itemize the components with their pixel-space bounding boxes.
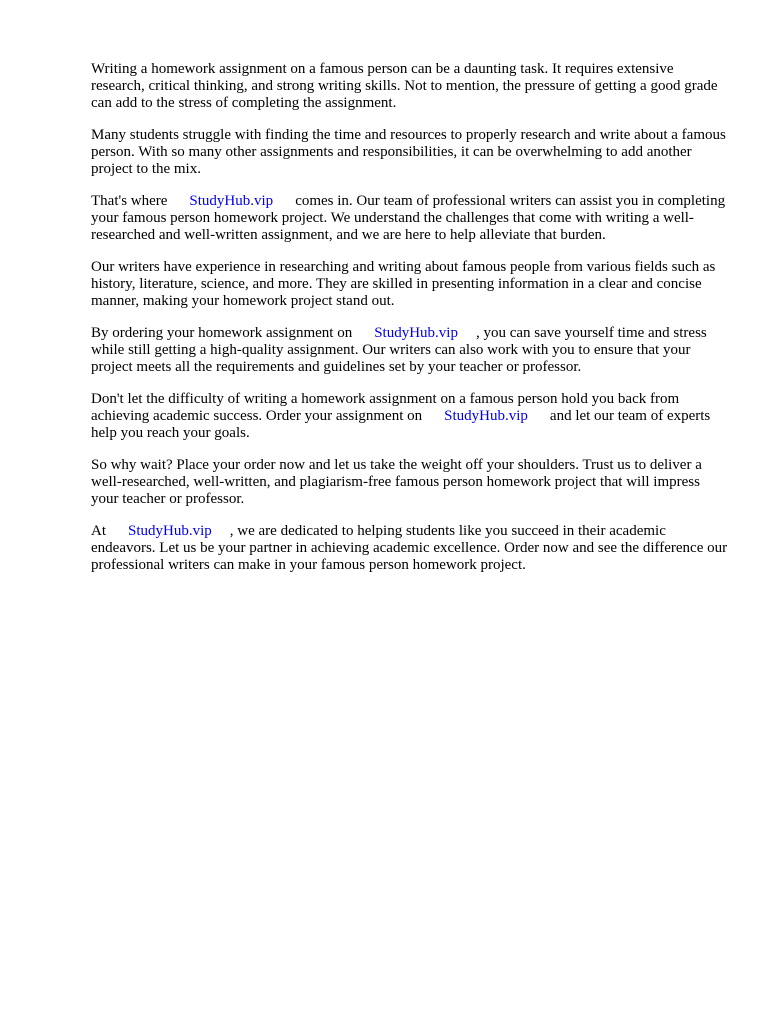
paragraph-difficulty xyxy=(91,391,731,442)
paragraph-text: By ordering your homework assignment on xyxy=(91,325,353,341)
paragraph-writers-experience: Our writers have experience in researching and writing about famous people from various fields such as history, literature, science, and more. They are skilled in presenting information in a clear and concise manner, making your homework project stand out. xyxy=(91,259,716,309)
paragraph-text: and let our team of experts help you reach your goals. xyxy=(91,408,711,441)
studyhub-link[interactable]: StudyHub.vip xyxy=(128,523,212,539)
paragraph-text: , you can save yourself time and stress while still getting a high-quality assignment. Our writers can also work with you to ensure that your project meets all the requirements and guidelines set by your teacher or professor. xyxy=(91,325,707,375)
paragraph-ordering xyxy=(91,325,731,376)
paragraph-text: At xyxy=(91,523,106,539)
paragraph-text: Don't let the difficulty of writing a homework assignment on a famous person hold you back from achieving academic success. Order your assignment on xyxy=(91,391,680,424)
paragraph-intro: Writing a homework assignment on a famous person can be a daunting task. It requires extensive research, critical thinking, and strong writing skills. Not to mention, the pressure of getting a good grade can add to the stress of completing the assignment. xyxy=(91,61,718,111)
paragraph-text: comes in. Our team of professional writers can assist you in completing your famous person homework project. We understand the challenges that come with writing a well-researched and well-written assignment, and we are here to help alleviate that burden. xyxy=(91,193,726,243)
paragraph-text: That's where xyxy=(91,193,168,209)
studyhub-link[interactable]: StudyHub.vip xyxy=(189,193,274,209)
paragraph-why-wait: So why wait? Place your order now and let us take the weight off your shoulders. Trust us to deliver a well-researched, well-written, and plagiarism-free famous person homework project that will impress your teacher or professor. xyxy=(91,457,702,507)
studyhub-link[interactable]: StudyHub.vip xyxy=(374,325,458,341)
document-page xyxy=(91,61,731,589)
studyhub-link[interactable]: StudyHub.vip xyxy=(444,408,528,424)
paragraph-thats-where xyxy=(91,193,731,244)
paragraph-text: , we are dedicated to helping students like you succeed in their academic endeavors. Let us be your partner in achieving academic excellence. Order now and see the difference our professional writers can make in your famous person homework project. xyxy=(91,523,728,573)
paragraph-dedicated xyxy=(91,523,731,574)
paragraph-struggle: Many students struggle with finding the time and resources to properly research and write about a famous person. With so many other assignments and responsibilities, it can be overwhelming to add another project to the mix. xyxy=(91,127,726,177)
